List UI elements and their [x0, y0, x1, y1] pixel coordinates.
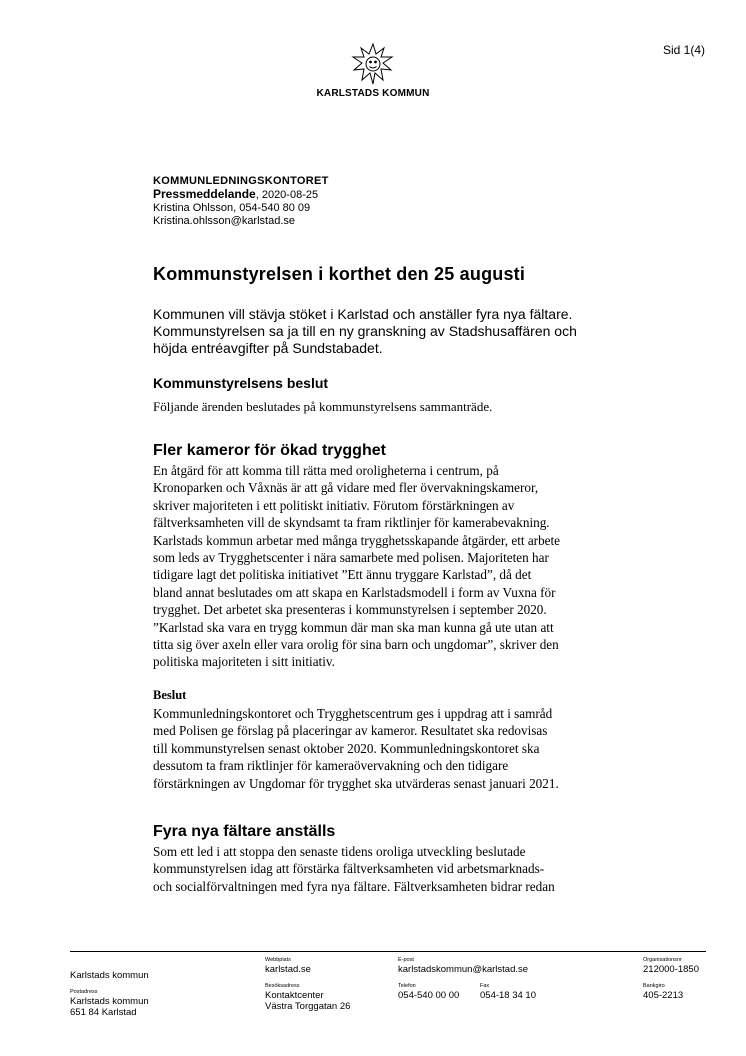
section-heading-ks-beslut: Kommunstyrelsens beslut	[153, 375, 329, 391]
footer-email-label: E-post	[398, 957, 414, 963]
text-line: till kommunstyrelsen senast oktober 2020. Kommunledningskontoret ska	[153, 740, 540, 756]
contact-person: Kristina Ohlsson, 054-540 80 09	[153, 202, 311, 214]
text-line: kommunstyrelsen idag att förstärka fältverksamheten vid arbetsmarknads-	[153, 861, 545, 877]
press-release-label: Pressmeddelande	[153, 187, 256, 201]
footer-name-column	[70, 963, 149, 981]
footer-email-column	[398, 957, 528, 975]
kameror-paragraph	[153, 462, 623, 671]
footer-fax-column	[480, 983, 536, 1001]
footer-giro-column	[643, 983, 683, 1001]
sender-block	[153, 175, 329, 228]
footer-phone-label: Telefon	[398, 983, 416, 989]
text-line: bland annat beslutades om att skapa en Karlstadsmodell i form av Vuxna för	[153, 584, 556, 600]
text-line: Kommunledningskontoret och Trygghetscentrum ges i uppdrag att i samråd	[153, 706, 553, 721]
footer-name: Karlstads kommun	[70, 970, 149, 981]
faltare-paragraph	[153, 843, 623, 895]
text-line: Kronoparken och Våxnäs är att gå vidare med fler övervakningskameror,	[153, 480, 539, 496]
text-line: ”Karlstad ska vara en trygg kommun där man ska man kunna gå ute utan att	[153, 619, 554, 635]
press-release-date: , 2020-08-25	[255, 189, 319, 201]
intro-line: Kommunen vill stävja stöket i Karlstad och anställer fyra nya fältare.	[153, 306, 573, 322]
footer-web-label: Webbplats	[265, 957, 291, 963]
footer-post-column	[70, 989, 149, 1018]
footer-org-label: Organisationsnr	[643, 957, 682, 963]
footer-giro-label: Bankgiro	[643, 983, 665, 989]
text-line: förstärkningen av Ungdomar för trygghet ska utvärderas senast januari 2021.	[153, 775, 559, 791]
text-line: dessutom ta fram riktlinjer för kameraövervakning och den tidigare	[153, 758, 509, 774]
footer-org: 212000-1850	[643, 964, 699, 975]
text-line: och socialförvaltningen med fyra nya fältare. Fältverksamheten bidrar redan	[153, 878, 555, 894]
page-title: Kommunstyrelsen i korthet den 25 augusti	[153, 264, 526, 284]
text-line: En åtgärd för att komma till rätta med oroligheterna i centrum, på	[153, 463, 499, 478]
footer-org-column	[643, 957, 699, 975]
footer-visit-label: Besöksadress	[265, 983, 300, 989]
footer-visit-line1: Kontaktcenter	[265, 990, 324, 1001]
intro-line: Kommunstyrelsen sa ja till en ny granskning av Stadshusaffären och	[153, 323, 577, 339]
text-line: politiska majoriteten i sitt initiativ.	[153, 654, 335, 670]
footer-post-label: Postadress	[70, 989, 98, 995]
footer-visit-line2: Västra Torggatan 26	[265, 1001, 351, 1012]
section-heading-kameror: Fler kameror för ökad trygghet	[153, 442, 386, 459]
footer-web-column	[265, 957, 311, 975]
footer-fax: 054-18 34 10	[480, 990, 536, 1001]
beslut-paragraph	[153, 705, 623, 792]
footer-visit-column	[265, 983, 350, 1012]
text-line: Som ett led i att stoppa den senaste tidens oroliga utveckling beslutade	[153, 844, 526, 859]
logo	[0, 42, 746, 99]
text-line: med Polisen ge förslag på placeringar av kameror. Resultatet ska redovisas	[153, 723, 548, 739]
footer-email: karlstadskommun@karlstad.se	[398, 964, 529, 975]
text-line: tidigare lagt det politiska initiativet ”Ett ännu tryggare Karlstad”, då det	[153, 567, 532, 583]
contact-email: Kristina.ohlsson@karlstad.se	[153, 215, 296, 227]
text-line: titta sig över axeln eller vara orolig för sina barn och ungdomar”, skriver den	[153, 637, 559, 653]
sun-icon	[351, 42, 395, 86]
page-number: Sid 1(4)	[662, 43, 705, 57]
text-line: skriver majoriteten i ett politiskt initiativ. Förutom förstärkningen av	[153, 497, 515, 513]
intro-paragraph	[153, 306, 633, 357]
text-line: fältverksamheten vill de skyndsamt ta fram riktlinjer för kamerabevakning.	[153, 515, 550, 531]
footer-fax-label: Fax	[480, 983, 490, 989]
intro-line: höjda entréavgifter på Sundstabadet.	[153, 340, 383, 356]
department: KOMMUNLEDNINGSKONTORET	[153, 175, 329, 187]
footer-post-line2: 651 84 Karlstad	[70, 1007, 137, 1018]
section-heading-beslut: Beslut	[153, 688, 187, 702]
text-line: Karlstads kommun arbetar med många trygghetsskapande åtgärder, ett arbete	[153, 532, 561, 548]
text-line: som leds av Trygghetscenter i nära samarbete med polisen. Majoriteten har	[153, 550, 549, 566]
footer-phone: 054-540 00 00	[398, 990, 460, 1001]
footer-web: karlstad.se	[265, 964, 311, 975]
press-release-line	[153, 188, 329, 202]
footer-divider	[70, 951, 706, 952]
text-line: trygghet. Det arbetet ska presenteras i kommunstyrelsen i september 2020.	[153, 602, 547, 618]
logo-text: KARLSTADS KOMMUN	[316, 88, 430, 99]
ks-beslut-text: Följande ärenden beslutades på kommunstyrelsens sammanträde.	[153, 399, 493, 414]
footer-phone-column	[398, 983, 459, 1001]
footer-giro: 405-2213	[643, 990, 684, 1001]
section-heading-faltare: Fyra nya fältare anställs	[153, 823, 336, 840]
footer-post-line1: Karlstads kommun	[70, 996, 149, 1007]
